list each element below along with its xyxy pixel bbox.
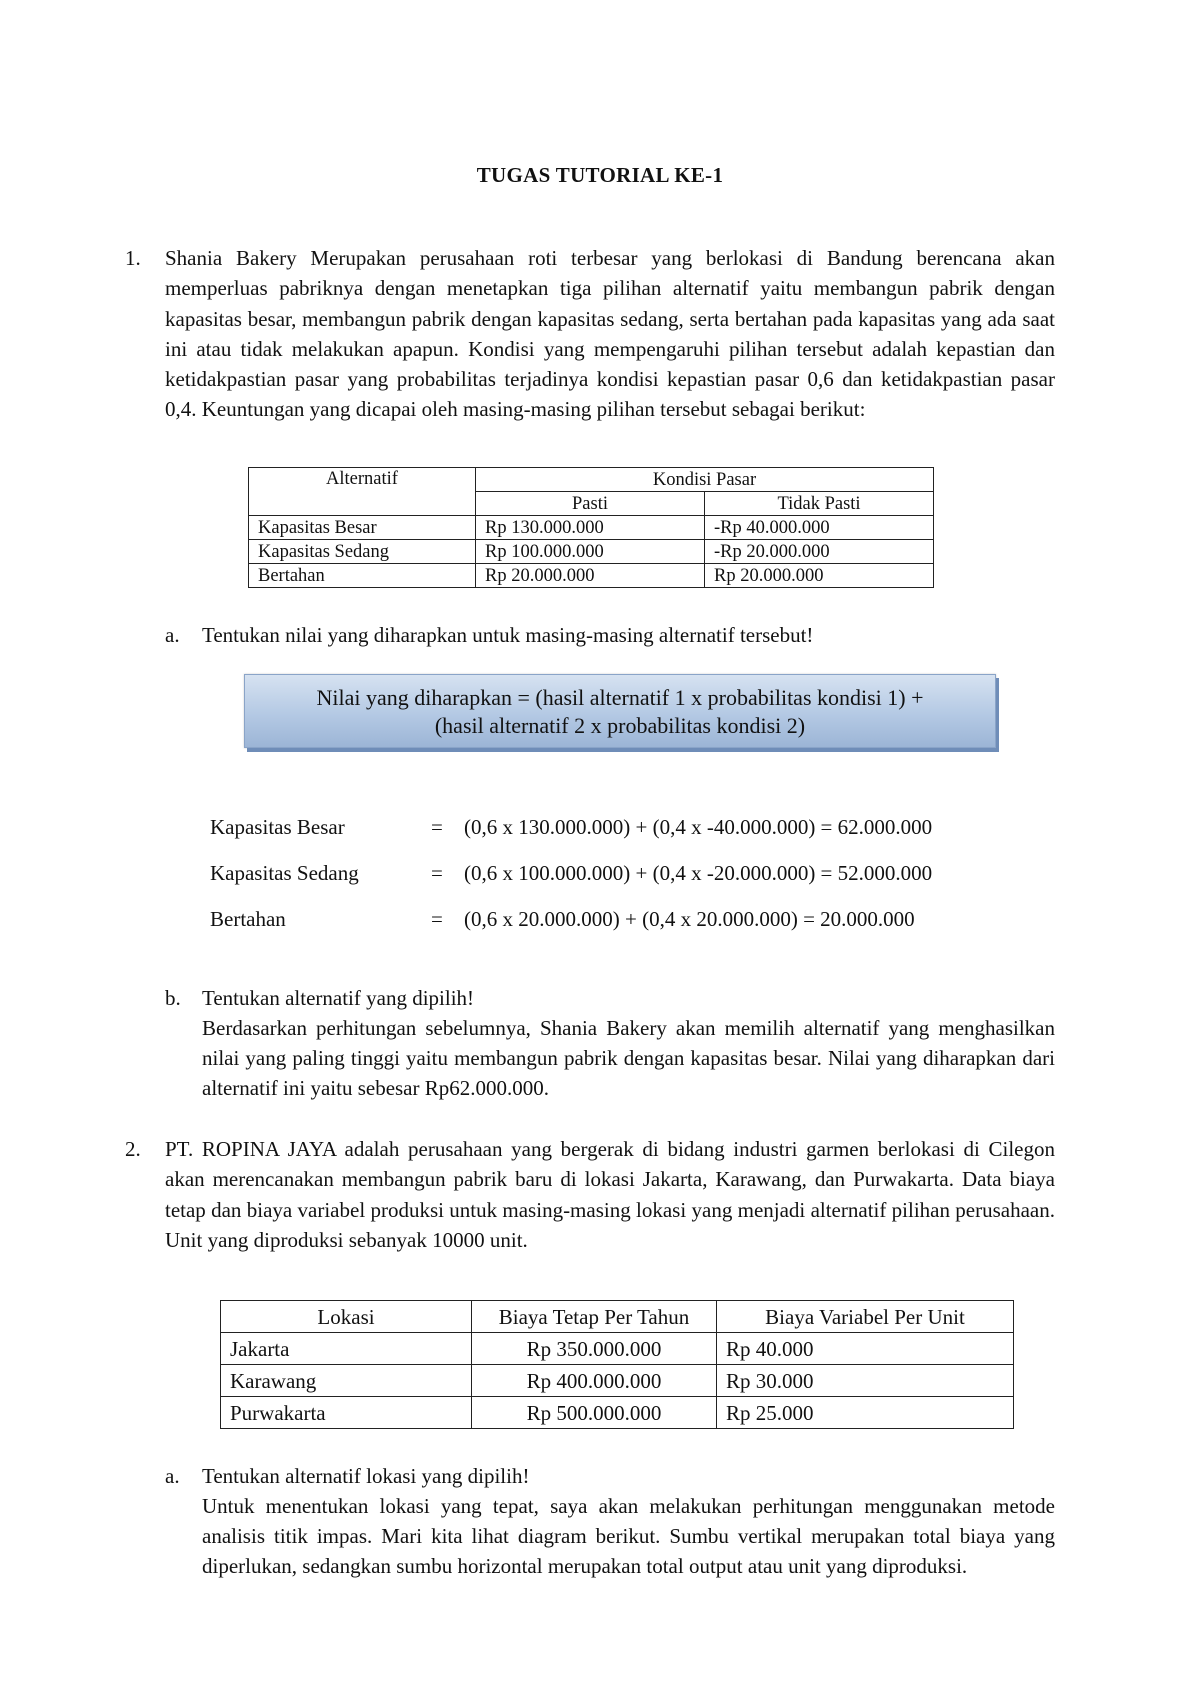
market-condition-table: [248, 467, 934, 588]
table-cell-biaya-variabel: Rp 40.000: [717, 1333, 1014, 1365]
table-cell-tidak-pasti: Rp 20.000.000: [705, 564, 934, 588]
table-cell-alternatif: Kapasitas Besar: [249, 516, 476, 540]
table-header-kondisi-pasar: Kondisi Pasar: [476, 468, 934, 492]
table-row: [249, 564, 934, 588]
question-2a-answer: Untuk menentukan lokasi yang tepat, saya akan melakukan perhitungan menggunakan metode analisis titik impas. Mari kita lihat diagram berikut. Sumbu vertikal merupakan total biaya yang diperlukan, sedangkan sumbu horizontal merupakan total output atau unit yang diproduksi.: [202, 1494, 1055, 1578]
question-1b-answer: Berdasarkan perhitungan sebelumnya, Shania Bakery akan memilih alternatif yang menghasilkan nilai yang paling tinggi yaitu membangun pabrik dengan kapasitas besar. Nilai yang diharapkan dari alternatif ini yaitu sebesar Rp62.000.000.: [202, 1016, 1055, 1100]
question-1a-text: Tentukan nilai yang diharapkan untuk masing-masing alternatif tersebut!: [202, 623, 814, 647]
table-row: [221, 1333, 1014, 1365]
table-row: [249, 540, 934, 564]
table-cell-lokasi: Purwakarta: [221, 1397, 472, 1429]
table-cell-lokasi: Karawang: [221, 1365, 472, 1397]
table-cell-biaya-tetap: Rp 350.000.000: [472, 1333, 717, 1365]
table-header-biaya-variabel: Biaya Variabel Per Unit: [717, 1301, 1014, 1333]
calc-expression: (0,6 x 20.000.000) + (0,4 x 20.000.000) = 20.000.000: [464, 907, 915, 931]
table-cell-lokasi: Jakarta: [221, 1333, 472, 1365]
table-header-biaya-tetap: Biaya Tetap Per Tahun: [472, 1301, 717, 1333]
calc-label: Kapasitas Sedang: [210, 861, 359, 885]
question-2a-text: Tentukan alternatif lokasi yang dipilih!: [202, 1464, 530, 1488]
question-1b-text: Tentukan alternatif yang dipilih!: [202, 986, 475, 1010]
table-row: [221, 1365, 1014, 1397]
question-1: [125, 243, 1055, 425]
table-cell-pasti: Rp 20.000.000: [476, 564, 705, 588]
calc-label: Kapasitas Besar: [210, 815, 345, 839]
table-header-alternatif: Alternatif: [249, 468, 476, 516]
table-cell-tidak-pasti: -Rp 20.000.000: [705, 540, 934, 564]
table-header-lokasi: Lokasi: [221, 1301, 472, 1333]
table-row: [249, 516, 934, 540]
question-1-text: Shania Bakery Merupakan perusahaan roti terbesar yang berlokasi di Bandung berencana akan memperluas pabriknya dengan menetapkan tiga pilihan alternatif yaitu membangun pabrik dengan kapasitas besar, membangun pabrik dengan kapasitas sedang, serta bertahan pada kapasitas yang ada saat ini atau tidak melakukan apapun. Kondisi yang mempengaruhi pilihan tersebut adalah kepastian dan ketidakpastian pasar yang probabilitas terjadinya kondisi kepastian pasar 0,6 dan ketidakpastian pasar 0,4. Keuntungan yang dicapai oleh masing-masing pilihan tersebut sebagai berikut:: [165, 246, 1055, 422]
table-cell-alternatif: Bertahan: [249, 564, 476, 588]
table-cell-alternatif: Kapasitas Sedang: [249, 540, 476, 564]
table-header-tidak-pasti: Tidak Pasti: [705, 492, 934, 516]
table-cell-biaya-tetap: Rp 400.000.000: [472, 1365, 717, 1397]
question-2a: [165, 1461, 1055, 1581]
question-1a-letter: a.: [165, 623, 180, 647]
page-title: TUGAS TUTORIAL KE-1: [476, 163, 724, 187]
question-2: [125, 1134, 1055, 1255]
question-1b-letter: b.: [165, 986, 181, 1010]
question-2a-letter: a.: [165, 1464, 180, 1488]
table-cell-biaya-variabel: Rp 25.000: [717, 1397, 1014, 1429]
question-1b: [165, 983, 1055, 1103]
table-header-pasti: Pasti: [476, 492, 705, 516]
table-cell-tidak-pasti: -Rp 40.000.000: [705, 516, 934, 540]
calc-equals: =: [431, 861, 443, 885]
question-2-number: 2.: [125, 1137, 141, 1161]
table-cell-pasti: Rp 100.000.000: [476, 540, 705, 564]
formula-line-1: Nilai yang diharapkan = (hasil alternatif 1 x probabilitas kondisi 1) +: [316, 685, 924, 710]
expected-value-formula-box: [244, 674, 996, 748]
location-cost-table: [220, 1300, 1014, 1429]
table-cell-pasti: Rp 130.000.000: [476, 516, 705, 540]
calc-expression: (0,6 x 100.000.000) + (0,4 x -20.000.000) = 52.000.000: [464, 861, 933, 885]
calc-equals: =: [431, 907, 443, 931]
calc-label: Bertahan: [210, 907, 286, 931]
calc-expression: (0,6 x 130.000.000) + (0,4 x -40.000.000) = 62.000.000: [464, 815, 933, 839]
table-cell-biaya-variabel: Rp 30.000: [717, 1365, 1014, 1397]
question-1-number: 1.: [125, 246, 141, 270]
question-1a: [165, 620, 1055, 650]
table-cell-biaya-tetap: Rp 500.000.000: [472, 1397, 717, 1429]
question-2-text: PT. ROPINA JAYA adalah perusahaan yang bergerak di bidang industri garmen berlokasi di Cilegon akan merencanakan membangun pabrik baru di lokasi Jakarta, Karawang, dan Purwakarta. Data biaya tetap dan biaya variabel produksi untuk masing-masing lokasi yang menjadi alternatif pilihan perusahaan. Unit yang diproduksi sebanyak 10000 unit.: [165, 1137, 1055, 1252]
calc-equals: =: [431, 815, 443, 839]
formula-line-2: (hasil alternatif 2 x probabilitas kondisi 2): [434, 713, 806, 738]
table-row: [221, 1397, 1014, 1429]
